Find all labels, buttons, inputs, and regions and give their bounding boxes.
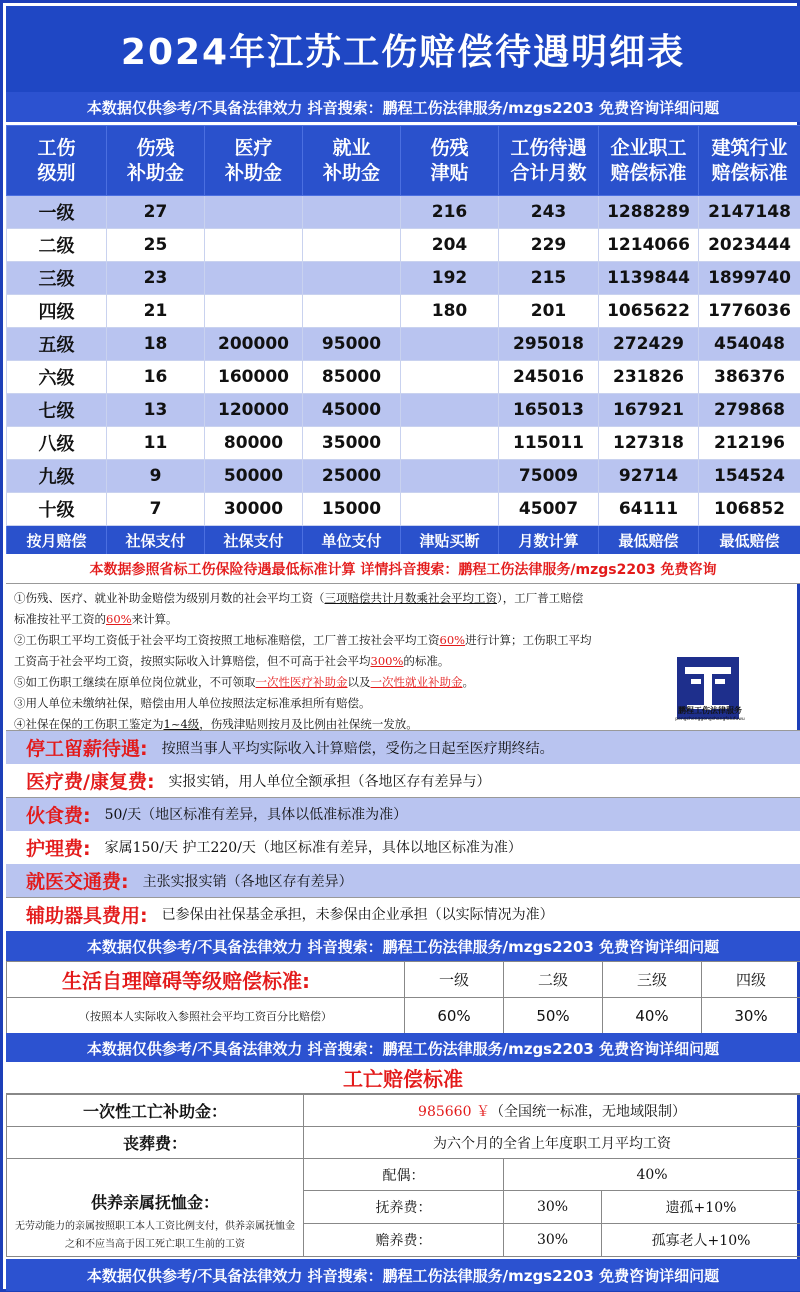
table-row [7, 328, 800, 361]
table-cell: 1899740 [699, 262, 800, 295]
table-cell: 106852 [699, 493, 800, 526]
table-cell: 85000 [303, 361, 401, 394]
benefit-label: 辅助器具费用: [26, 904, 148, 927]
child-support-rate: 30% [504, 1191, 602, 1223]
table-cell: 45000 [303, 394, 401, 427]
column-header-line: 工伤 [37, 136, 76, 159]
payment-source-cell: 月数计算 [499, 526, 599, 556]
disclaimer-banner-top: 本数据仅供参考/不具备法律效力 抖音搜索：鹏程工伤法律服务/mzgs2203 免费咨询详细问题 [6, 92, 800, 122]
level-cell: 五级 [7, 328, 107, 361]
benefit-value: 已参保由社保基金承担，未参保由企业承担（以实际情况为准） [161, 907, 554, 923]
column-header [7, 126, 107, 196]
pension-label: 供养亲属抚恤金： [90, 1193, 219, 1212]
column-header-line: 赔偿标准 [711, 161, 788, 184]
table-cell [401, 427, 499, 460]
level-cell: 三级 [7, 262, 107, 295]
note-2: ②工伤职工平均工资低于社会平均工资按照工地标准赔偿，工厂普工按社会平均工资60%进行计算；工伤职工平均 [14, 633, 592, 647]
benefit-row [6, 831, 800, 865]
disclaimer-banner-bottom: 本数据仅供参考/不具备法律效力 抖音搜索：鹏程工伤法律服务/mzgs2203 免费咨询详细问题 [6, 1259, 800, 1291]
table-cell: 18 [107, 328, 205, 361]
level-4-rate: 30% [702, 998, 800, 1034]
table-cell: 9 [107, 460, 205, 493]
column-header [107, 126, 205, 196]
lump-sum-label: 一次性工亡补助金： [7, 1095, 304, 1127]
payment-source-cell: 最低赔偿 [699, 526, 800, 556]
data-source-notice: 本数据参照省标工伤保险待遇最低标准计算 详情抖音搜索：鹏程工伤法律服务/mzgs2203 免费咨询 [6, 554, 800, 584]
page-title: 2024年江苏工伤赔偿待遇明细表 [6, 6, 800, 92]
column-header [599, 126, 699, 196]
level-cell: 一级 [7, 196, 107, 229]
self-care-table [6, 961, 800, 1034]
table-cell: 386376 [699, 361, 800, 394]
table-cell: 64111 [599, 493, 699, 526]
table-header-row [7, 126, 800, 196]
table-cell [401, 493, 499, 526]
level-cell: 十级 [7, 493, 107, 526]
column-header-line: 工伤待遇 [510, 136, 587, 159]
table-cell [205, 262, 303, 295]
self-care-title: 生活自理障碍等级赔偿标准: [7, 962, 405, 998]
table-cell: 243 [499, 196, 599, 229]
column-header-line: 级别 [37, 161, 76, 184]
table-cell: 95000 [303, 328, 401, 361]
benefit-value: 50/天（地区标准有差异，具体以低准标准为准） [104, 807, 408, 824]
table-row [7, 262, 800, 295]
column-header-line: 补助金 [224, 161, 282, 184]
benefit-row [6, 798, 800, 832]
level-4-header: 四级 [702, 962, 800, 998]
disclaimer-banner-lower: 本数据仅供参考/不具备法律效力 抖音搜索：鹏程工伤法律服务/mzgs2203 免费咨询详细问题 [6, 1033, 800, 1063]
column-header-line: 赔偿标准 [610, 161, 687, 184]
table-cell: 120000 [205, 394, 303, 427]
level-cell: 九级 [7, 460, 107, 493]
table-cell [401, 361, 499, 394]
table-cell: 21 [107, 295, 205, 328]
table-cell [303, 229, 401, 262]
table-cell: 279868 [699, 394, 800, 427]
benefit-value: 按照当事人平均实际收入计算赔偿，受伤之日起至医疗期终结。 [161, 740, 554, 757]
note-1-cont: 标准按社平工资的60%来计算。 [14, 612, 178, 626]
compensation-table [6, 125, 800, 556]
note-2-cont: 工资高于社会平均工资，按照实际收入计算赔偿，但不可高于社会平均300%的标准。 [14, 654, 450, 668]
payment-source-cell: 津贴买断 [401, 526, 499, 556]
table-cell: 1139844 [599, 262, 699, 295]
funeral-label: 丧葬费： [7, 1127, 304, 1159]
payment-source-cell: 单位支付 [303, 526, 401, 556]
disclaimer-banner-mid: 本数据仅供参考/不具备法律效力 抖音搜索：鹏程工伤法律服务/mzgs2203 免费咨询详细问题 [6, 931, 800, 961]
column-header-line: 合计月数 [510, 161, 587, 184]
table-row [7, 196, 800, 229]
table-cell: 25 [107, 229, 205, 262]
elder-support-row [504, 1224, 800, 1257]
column-header-line: 伤残 [136, 136, 175, 159]
note-4: ③用人单位未缴纳社保，赔偿由用人单位按照法定标准承担所有赔偿。 [14, 696, 371, 710]
table-cell: 2147148 [699, 196, 800, 229]
benefit-value: 主张实报实销（各地区存有差异） [142, 873, 353, 890]
table-cell: 115011 [499, 427, 599, 460]
table-cell: 92714 [599, 460, 699, 493]
payment-source-cell: 按月赔偿 [7, 526, 107, 556]
orphan-bonus: 遗孤+10% [665, 1200, 737, 1216]
child-support-row [504, 1191, 800, 1224]
pension-note: 无劳动能力的亲属按照职工本人工资比例支付，供养亲属抚恤金之和不应当高于因工死亡职工生前的工资 [15, 1221, 295, 1250]
benefit-label: 就医交通费: [26, 871, 129, 894]
table-row [7, 361, 800, 394]
table-cell: 7 [107, 493, 205, 526]
elder-support-label: 赡养费： [304, 1224, 504, 1257]
self-care-note: （按照本人实际收入参照社会平均工资百分比赔偿） [7, 998, 405, 1034]
column-header-line: 建筑行业 [711, 136, 788, 159]
table-cell: 245016 [499, 361, 599, 394]
table-cell [401, 328, 499, 361]
table-cell: 35000 [303, 427, 401, 460]
table-cell: 1214066 [599, 229, 699, 262]
table-cell: 50000 [205, 460, 303, 493]
table-cell [401, 460, 499, 493]
lump-sum-value: 985660 ￥（全国统一标准，无地域限制） [304, 1095, 800, 1127]
benefit-value: 实报实销，用人单位全额承担（各地区存有差异与） [168, 773, 491, 790]
level-1-header: 一级 [405, 962, 504, 998]
table-cell [303, 196, 401, 229]
table-cell: 231826 [599, 361, 699, 394]
note-3: ⑤如工伤职工继续在原单位岗位就业，不可领取一次性医疗补助金以及一次性就业补助金。 [14, 675, 474, 689]
table-cell: 167921 [599, 394, 699, 427]
level-2-rate: 50% [504, 998, 603, 1034]
death-compensation-table [6, 1094, 800, 1257]
column-header [499, 126, 599, 196]
table-row [7, 493, 800, 526]
table-cell: 30000 [205, 493, 303, 526]
note-5: ④社保在保的工伤职工鉴定为1~4级，伤残津贴则按月及比例由社保统一发放。 [14, 717, 418, 731]
child-support-label: 抚养费： [304, 1191, 504, 1224]
table-cell [303, 295, 401, 328]
funeral-value: 为六个月的全省上年度职工月平均工资 [304, 1127, 800, 1159]
benefit-label: 停工留薪待遇: [26, 738, 148, 760]
column-header [205, 126, 303, 196]
column-header-line: 医疗 [234, 136, 273, 159]
table-row [7, 229, 800, 262]
benefit-value: 家属150/天 护工220/天（地区标准有差异，具体以地区标准为准） [104, 840, 522, 857]
table-cell: 27 [107, 196, 205, 229]
column-header [699, 126, 800, 196]
benefit-row [6, 864, 800, 898]
table-cell [205, 196, 303, 229]
table-row [7, 295, 800, 328]
table-cell: 154524 [699, 460, 800, 493]
benefit-label: 伙食费: [26, 804, 91, 827]
level-cell: 二级 [7, 229, 107, 262]
table-cell [205, 295, 303, 328]
table-cell: 13 [107, 394, 205, 427]
column-header [303, 126, 401, 196]
table-cell: 25000 [303, 460, 401, 493]
elder-support-rate: 30% [504, 1224, 602, 1256]
table-cell: 215 [499, 262, 599, 295]
table-cell: 200000 [205, 328, 303, 361]
level-cell: 七级 [7, 394, 107, 427]
column-header-line: 企业职工 [610, 136, 687, 159]
table-cell: 1065622 [599, 295, 699, 328]
payment-source-cell: 最低赔偿 [599, 526, 699, 556]
table-cell: 15000 [303, 493, 401, 526]
table-cell [401, 394, 499, 427]
column-header [401, 126, 499, 196]
level-cell: 八级 [7, 427, 107, 460]
pension-cell [7, 1159, 304, 1257]
level-2-header: 二级 [504, 962, 603, 998]
table-cell: 160000 [205, 361, 303, 394]
table-cell: 75009 [499, 460, 599, 493]
column-header-line: 补助金 [126, 161, 184, 184]
table-cell: 45007 [499, 493, 599, 526]
table-cell [303, 262, 401, 295]
table-cell: 80000 [205, 427, 303, 460]
level-3-header: 三级 [603, 962, 702, 998]
table-cell: 127318 [599, 427, 699, 460]
table-cell: 192 [401, 262, 499, 295]
death-compensation-title: 工亡赔偿标准 [6, 1062, 800, 1094]
spouse-rate: 40% [504, 1159, 800, 1191]
table-cell: 295018 [499, 328, 599, 361]
table-row [7, 394, 800, 427]
column-header-line: 就业 [332, 136, 371, 159]
level-1-rate: 60% [405, 998, 504, 1034]
level-cell: 六级 [7, 361, 107, 394]
table-cell: 454048 [699, 328, 800, 361]
note-1: ①伤残、医疗、就业补助金赔偿为级别月数的社会平均工资（三项赔偿共计月数乘社会平均工资），工厂普工赔偿 [14, 591, 584, 605]
table-cell: 23 [107, 262, 205, 295]
table-cell: 2023444 [699, 229, 800, 262]
table-cell: 272429 [599, 328, 699, 361]
lonely-elder-bonus: 孤寡老人+10% [651, 1233, 751, 1249]
table-cell: 216 [401, 196, 499, 229]
logo-subtitle: pengchenggongshangfalufuwu [675, 717, 745, 722]
table-cell: 1776036 [699, 295, 800, 328]
column-header-line: 津贴 [430, 161, 469, 184]
logo-name: 鹏程工伤法律服务 [678, 706, 742, 715]
benefit-row [6, 731, 800, 765]
table-footer-row [7, 526, 800, 556]
table-cell: 1288289 [599, 196, 699, 229]
benefit-label: 医疗费/康复费: [26, 771, 155, 794]
spouse-label: 配偶： [304, 1159, 504, 1191]
column-header-line: 补助金 [322, 161, 380, 184]
payment-source-cell: 社保支付 [107, 526, 205, 556]
level-3-rate: 40% [603, 998, 702, 1034]
benefit-label: 护理费: [26, 837, 91, 860]
benefit-row [6, 764, 800, 798]
table-cell: 201 [499, 295, 599, 328]
column-header-line: 伤残 [430, 136, 469, 159]
table-cell: 165013 [499, 394, 599, 427]
table-cell: 11 [107, 427, 205, 460]
table-cell [205, 229, 303, 262]
table-row [7, 427, 800, 460]
benefit-row [6, 898, 800, 932]
level-cell: 四级 [7, 295, 107, 328]
table-cell: 180 [401, 295, 499, 328]
table-cell: 204 [401, 229, 499, 262]
table-cell: 229 [499, 229, 599, 262]
payment-source-cell: 社保支付 [205, 526, 303, 556]
table-cell: 212196 [699, 427, 800, 460]
table-cell: 16 [107, 361, 205, 394]
table-row [7, 460, 800, 493]
